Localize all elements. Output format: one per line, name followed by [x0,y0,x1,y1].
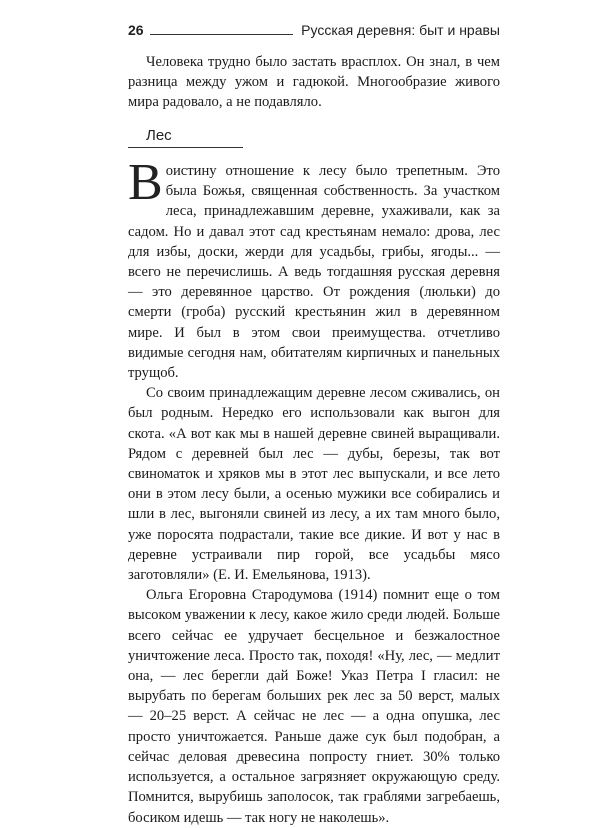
intro-paragraph [128,52,500,113]
section-heading [128,127,243,148]
header-rule [150,34,294,35]
paragraph-1-text: оистину отношение к лесу было трепетным. Это была Божья, священная собственность. За участком леса, принадлежавшим деревне, ухаживали, как за садом. Но и давал этот сад крестьянам немало: дрова, лес для избы, доски, жерди для усадьбы, грибы, ягоды... — всего не перечислишь. А ведь тогдашняя русская деревня — это деревянное царство. От рождения (люльки) до смерти (гроба) русский крестьянин жил в деревянном мире. И был в этом свои преимущества. отчетливо видимые сегодня нам, обитателям кирпичных и панельных трущоб. [128,163,500,382]
section-title: Лес [146,127,172,144]
running-header [128,22,500,42]
section-body [128,154,500,828]
running-title: Русская деревня: быт и нравы [301,22,500,38]
paragraph-3: Ольга Егоровна Стародумова (1914) помнит еще о том высоком уважении к лесу, какое жило среди людей. Больше всего сейчас ее удручает бесцельное и безжалостное уничтожение леса. Просто так, походя! «Ну, лес, — медлит она, — лес берегли дай Боже! Указ Петра I гласил: не вырубать по берегам больших рек лес за 50 верст, малых — 20–25 верст. А сейчас не лес — а одна опушка, лес просто уничтожается. Раньше даже сук был подобран, а сейчас деловая древесина попросту гниет. 30% только используется, а остальное загрязняет окружающую среду. Помнится, вырубишь заполосок, так граблями загребаешь, босиком идешь — так ногу не наколешь». [128,587,500,826]
paragraph-2: Со своим принадлежащим деревне лесом сживались, он был родным. Нередко его использовали как выгон для скота. «А вот как мы в нашей деревне свиней выращивали. Рядом с деревней был лес — дубы, березы, так вот свиноматок и хряков мы в этот лес выпускали, и все лето они в этом лесу были, а осенью мужики все собирались и шли в лес, выгоняли свиней из лесу, а их там много было, уже поросята подрастали, такие все дикие. И вот у нас в деревне устраивали пир горой, все усадьбы мясо заготовляли» (Е. И. Емельянова, 1913). [128,385,500,584]
drop-cap: В [128,154,163,211]
section-underline [128,147,243,148]
paragraph-1 [128,154,500,383]
intro-text: Человека трудно было застать врасплох. Он знал, в чем разница между ужом и гадюкой. Многообразие живого мира радовало, а не подавляло. [128,54,500,111]
page-number: 26 [128,22,144,38]
